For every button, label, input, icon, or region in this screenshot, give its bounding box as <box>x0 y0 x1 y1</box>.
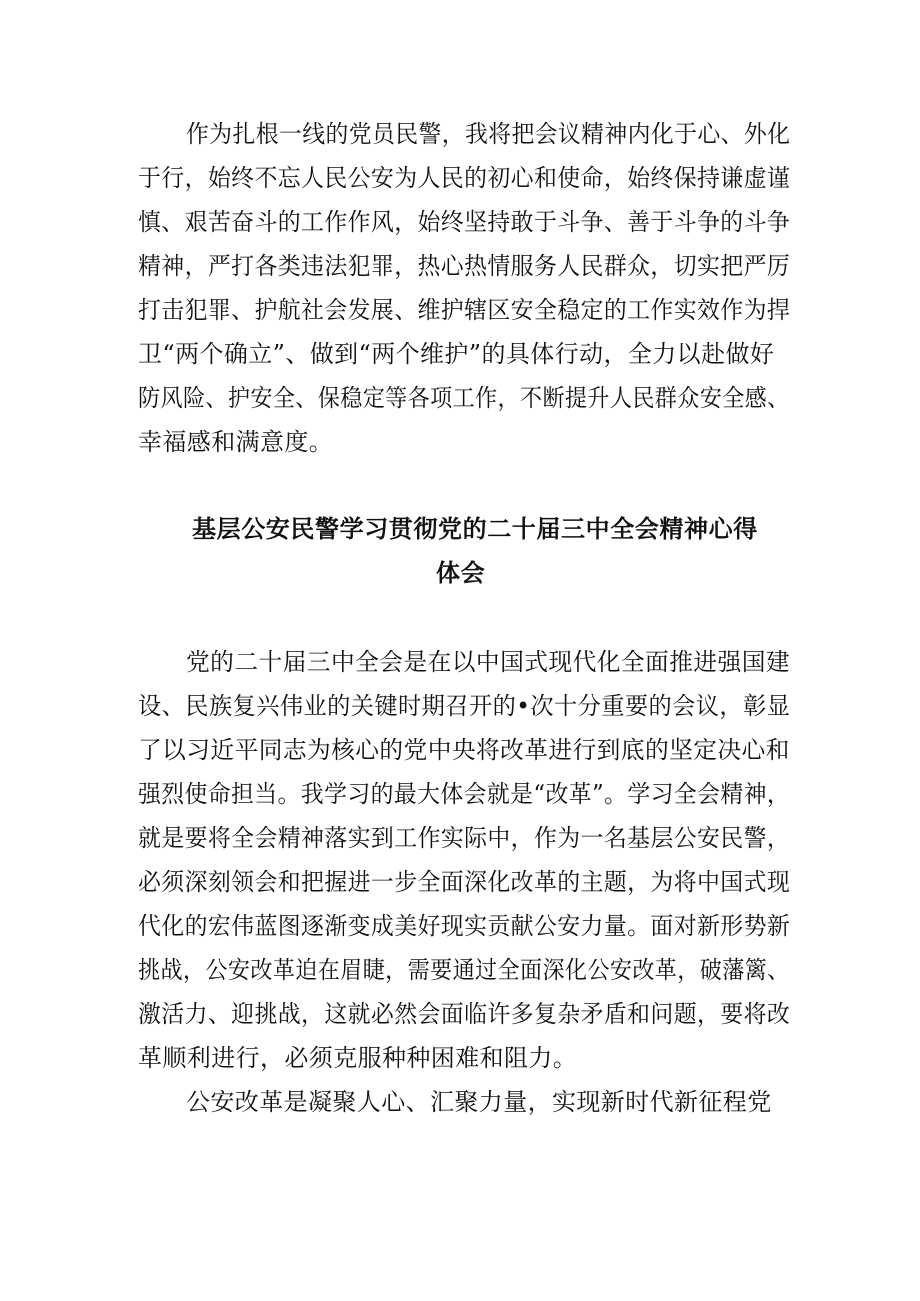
paragraph-line: 卫“两个确立”、做到“两个维护”的具体行动，全力以赴做好 <box>138 340 775 368</box>
paragraph-line: 精神，严打各类违法犯罪，热心热情服务人民群众，切实把严厉 <box>138 252 791 280</box>
paragraph-line: 公安改革是凝聚人心、汇聚力量，实现新时代新征程党 <box>186 1088 772 1116</box>
paragraph-line: 于行，始终不忘人民公安为人民的初心和使命，始终保持谦虚谨 <box>138 164 791 192</box>
paragraph-line: 强烈使命担当。我学习的最大体会就是“改革”。学习全会精神， <box>138 780 791 808</box>
paragraph-line: 革顺利进行，必须克服种种困难和阻力。 <box>138 1044 578 1072</box>
paragraph-line: 幸福感和满意度。 <box>138 428 334 456</box>
paragraph-line: 作为扎根一线的党员民警，我将把会议精神内化于心、外化 <box>186 120 791 148</box>
article-title-line-2: 体会 <box>436 559 486 587</box>
paragraph-line: 就是要将全会精神落实到工作实际中，作为一名基层公安民警， <box>138 824 791 852</box>
paragraph-line: 设、民族复兴伟业的关键时期召开的•次十分重要的会议，彰显 <box>138 692 791 720</box>
article-title-line-1: 基层公安民警学习贯彻党的二十届三中全会精神心得 <box>192 515 758 543</box>
paragraph-line: 防风险、护安全、保稳定等各项工作，不断提升人民群众安全感、 <box>138 384 790 412</box>
paragraph-line: 必须深刻领会和把握进一步全面深化改革的主题，为将中国式现 <box>138 868 791 896</box>
paragraph-line: 打击犯罪、护航社会发展、维护辖区安全稳定的工作实效作为捍 <box>138 296 791 324</box>
paragraph-line: 慎、艰苦奋斗的工作作风，始终坚持敢于斗争、善于斗争的斗争 <box>138 208 791 236</box>
paragraph-line: 代化的宏伟蓝图逐渐变成美好现实贡献公安力量。面对新形势新 <box>138 912 791 940</box>
paragraph-line: 挑战，公安改革迫在眉睫，需要通过全面深化公安改革，破藩篱、 <box>138 956 790 984</box>
paragraph-line: 了以习近平同志为核心的党中央将改革进行到底的坚定决心和 <box>138 736 790 764</box>
paragraph-line: 党的二十届三中全会是在以中国式现代化全面推进强国建 <box>186 648 791 676</box>
paragraph-line: 激活力、迎挑战，这就必然会面临许多复杂矛盾和问题，要将改 <box>138 1000 791 1028</box>
